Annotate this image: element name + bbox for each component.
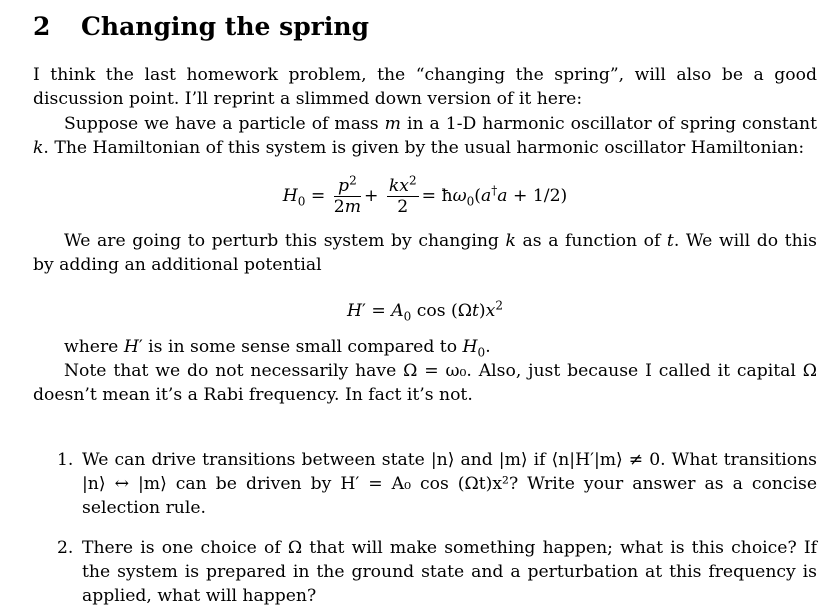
section-heading — [33, 9, 369, 45]
list-item — [33, 536, 817, 608]
intro-paragraph: I think the last homework problem, the “changing the spring”, will also be a good discussion point. I’ll reprint a slimmed down version of it here: — [33, 65, 817, 109]
setup-paragraph: Suppose we have a particle of mass m in a 1-D harmonic oscillator of spring constant k. The Hamiltonian of this system is given by the usual harmonic oscillator Hamiltonian: — [33, 114, 817, 158]
hamiltonian-equation: $H_0$ = $\frac{p^2}{2m}$ + $\frac{kx^2}{2}$ = $ħ\omega_0(a^\dagger a + 1/2)$ — [282, 173, 568, 217]
perturbation-equation: $H' = A_0$ $\cos (\Omega t)x^2$ — [347, 298, 503, 324]
perturb-paragraph: We are going to perturb this system by changing k as a function of t. We will do this by adding an additional potential — [33, 231, 817, 275]
where-paragraph: where H′ is in some sense small compared to $H_0$. — [64, 337, 491, 360]
question-number: 1. — [57, 450, 74, 470]
note-paragraph: Note that we do not necessarily have Ω = ω₀. Also, just because I called it capital Ω doesn’t mean it’s a Rabi frequency. In fact it’s not. — [33, 361, 817, 405]
question-text: We can drive transitions between state |n⟩ and |m⟩ if ⟨n|H′|m⟩ ≠ 0. What transitions |n⟩ ↔ |m⟩ can be driven by H′ = A₀ cos (Ωt)x²? Write your answer as a concise selection rule. — [82, 450, 817, 518]
question-number: 2. — [57, 538, 74, 558]
list-item — [33, 448, 817, 520]
question-text: There is one choice of Ω that will make something happen; what is this choice? If the system is prepared in the ground state and a perturbation at this frequency is applied, what will happen? — [82, 538, 817, 606]
question-list — [33, 448, 817, 608]
section-number: 2 — [33, 12, 51, 41]
section-title: Changing the spring — [81, 12, 370, 41]
